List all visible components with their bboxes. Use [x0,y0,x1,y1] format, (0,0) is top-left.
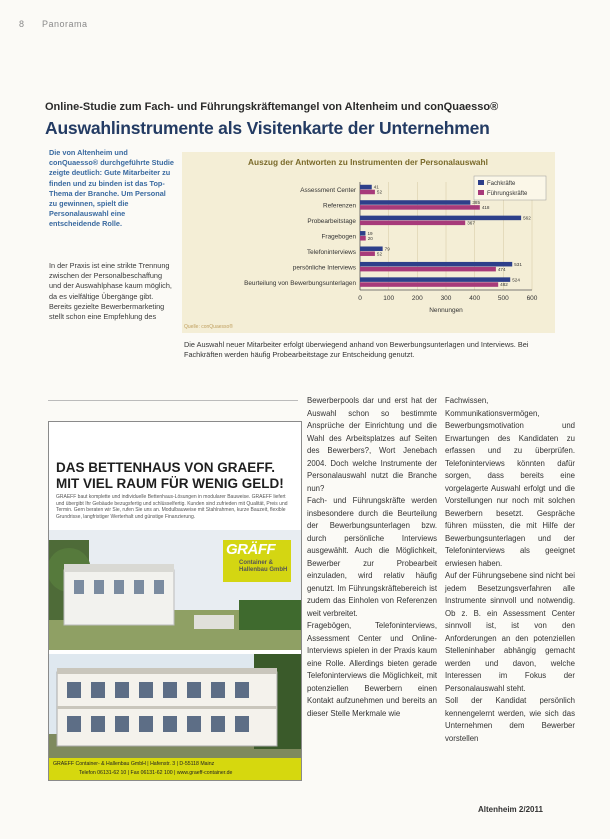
article-kicker: Online-Studie zum Fach- und Führungskräftemangel von Altenheim und conQuaesso® [45,101,499,113]
advertisement[interactable] [48,421,302,781]
bar-value-label: 19 [367,231,373,236]
bar-value-label: 79 [384,246,390,252]
bar [360,221,465,226]
bar-value-label: 52 [376,251,383,257]
issue-footer: Altenheim 2/2011 [478,805,543,814]
x-tick-label: 100 [383,295,395,302]
page-number: 8 [19,19,25,29]
paragraph: Fragebögen, Telefoninterviews, Assessment Center und Online-Interviews spielen in der Praxis kaum eine Rolle. Allerdings bieten gerade Telefoninterviews die Möglichkeit, mit potenziellen Bewerbern einen Kontakt aufzunehmen und bereits an dieser Stelle Merkmale wie [307,621,437,718]
paragraph: Bewerberpools dar und erst hat der Auswahl schon so bestimmte Ansprüche der Einrichtung und die Wahl des Arbeitsplatzes auf Seiten des Bewerbers?, Wort Jenebach 2004. Doch welche Instrumente der Personalauswahl nutzt die Branche nun? [307,396,437,493]
bar-value-label: 524 [512,277,520,283]
x-tick-label: 600 [526,295,538,302]
bar [360,190,375,195]
legend-label: Fachkräfte [487,181,516,187]
logo-subline: Container & Hallenbau GmbH [239,560,288,573]
divider [48,400,298,401]
bar [360,236,366,241]
bar [360,282,498,287]
y-category-label: Beurteilung von Bewerbungsunterlagen [244,279,356,287]
chart-caption: Die Auswahl neuer Mitarbeiter erfolgt überwiegend anhand von Bewerbungsunterlagen und Interviews. Bei Fachkräften werden häufig Probearbeitstage zur Entscheidung genutzt. [184,340,529,359]
bar [360,216,521,221]
bar-value-label: 562 [523,215,531,221]
x-tick-label: 200 [411,295,423,302]
legend-swatch [478,180,484,185]
y-category-label: Fragebogen [321,233,356,241]
article-lead: Die von Altenheim und conQuaesso® durchgeführte Studie zeigte deutlich: Gute Mitarbeiter zu finden und zu binden ist das Top-Thema der Branche. Um Personal zu gewinnen, spielt die Personalauswahl eine entscheidende Rolle. [49,148,174,229]
x-tick-label: 0 [358,295,362,302]
paragraph: Auf der Führungsebene sind nicht bei jedem Besetzungsverfahren alle Instrumente sinnvoll und notwendig. Ob z. B. ein Assessment Center sinnvoll ist, ist von den Anforderungen an den potenziellen Stelleninhaber abhängig gemacht werden und davon, welche Interessen im Fokus der Personalauswahl steht. [445,571,575,693]
paragraph: Fach- und Führungskräfte werden insbesondere durch die Beurteilung der Bewerbungsunterlagen bzw. durch persönliche Interviews ausgewählt. Auch die Möglichkeit, Bewerber zur Probearbeit einzuladen, wird relativ häufig genutzt. Im Führungskräftebereich ist zudem das Einholen von Referenzen weit verbreitet. [307,496,437,618]
chart-panel [182,152,555,333]
bar-value-label: 482 [500,282,508,288]
ad-address: GRAEFF Container- & Hallenbau GmbH | Hafenstr. 3 | D-55118 Mainz [53,761,215,767]
chart-source: Quelle: conQuaesso® [184,324,233,330]
bar-chart [182,152,555,333]
bar [360,185,372,190]
bar [360,200,470,205]
legend-swatch [478,190,484,195]
paragraph: Fachwissen, Kommunikationsvermögen, Bewerbungsmotivation und Erwartungen des Kandidaten zu erfassen und zu überprüfen. Telefoninterviews könnten dafür sorgen, dass bereits eine vorgelagerte Auswahl erfolgt und die Vorstellungen nur noch mit solchen Bewerbern besetzt. Gespräche führen müssten, die mit Hilfe der Bewerbungsunterlagen und der Telefoninterviews als geeignet erwiesen haben. [445,396,575,568]
bar-value-label: 474 [497,266,506,272]
y-category-label: Probearbeitstage [307,218,356,226]
article-intro: In der Praxis ist eine strikte Trennung zwischen der Personalbeschaffung und der Auswahlphase kaum möglich, da es vielfältige Übergänge gibt. Bereits gezielte Bewerbermarketing stellt schon eine Empfehlung des [49,261,172,322]
y-category-label: Referenzen [322,202,356,210]
bar-value-label: 52 [376,189,383,195]
paragraph: Soll der Kandidat persönlich kennengelernt werden, wie sich das Unternehmen dem Bewerber vorstellen [445,696,575,743]
bar [360,277,510,282]
ad-phone-web: Telefon 06131-62 10 | Fax 06131-62 100 | www.graeff-container.de [79,770,233,776]
ad-headline: DAS BETTENHAUS VON GRAEFF. MIT VIEL RAUM FÜR WENIG GELD! [56,460,284,491]
x-tick-label: 300 [440,295,452,302]
graeff-logo [223,540,291,582]
y-category-label: persönliche Interviews [292,264,356,272]
bar [360,231,365,236]
section-label: Panorama [42,19,88,29]
bar [360,246,383,251]
article-headline: Auswahlinstrumente als Visitenkarte der Unternehmen [45,118,490,138]
ad-photo-building [49,654,301,758]
x-axis-title: Nennungen [429,307,463,314]
bar [360,267,496,272]
bar-value-label: 385 [472,200,481,206]
y-category-label: Assessment Center [300,187,356,195]
logo-wordmark: GRÄFF [226,541,276,558]
legend-label: Führungskräfte [487,191,528,197]
chart-title: Auszug der Antworten zu Instrumenten der Personalauswahl [248,157,488,167]
article-column-2 [307,395,437,720]
bar [360,205,480,210]
bar [360,251,375,256]
bar-value-label: 531 [514,261,522,267]
bar-value-label: 41 [373,184,379,190]
y-category-label: Telefoninterviews [306,248,356,256]
ad-contact-bar [49,758,301,780]
bar [360,262,512,267]
bar-value-label: 367 [467,220,475,226]
article-column-3 [445,395,575,745]
x-tick-label: 500 [497,295,509,302]
ad-body-text: GRAEFF baut komplette und individuelle Bettenhaus-Lösungen in modularer Bauweise. GRAEFF liefert und übergibt Ihr Gebäude bezugsfertig und schlüsselfertig. Kunden sind zufrieden mit Qualität, Preis und Termin. Gern beraten wir Sie, rufen Sie uns an. Modulbauweise mit Stahlrahmen, kurze Bauzeit, flexible Grundrisse, langfristiger Werterhalt und günstige Finanzierung. [56,494,288,520]
x-tick-label: 400 [469,295,481,302]
bar-value-label: 418 [481,205,490,211]
bar-value-label: 20 [367,235,373,241]
